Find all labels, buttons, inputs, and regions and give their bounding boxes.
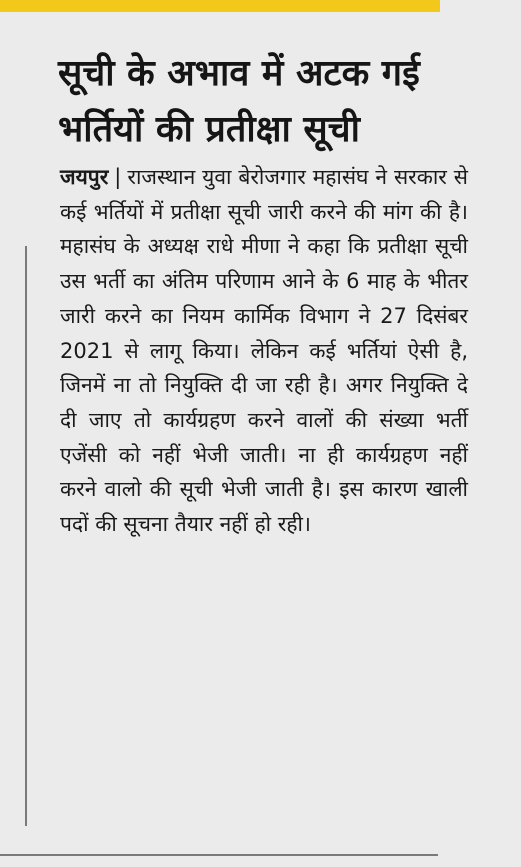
- dateline-separator: |: [114, 165, 122, 189]
- section-accent-bar: [0, 0, 440, 12]
- article-headline: [58, 46, 468, 158]
- dateline: जयपुर: [60, 165, 109, 189]
- column-rule: [25, 246, 27, 826]
- headline-line-2: भर्तियों की प्रतीक्षा सूची: [58, 109, 360, 150]
- body-text: राजस्थान युवा बेरोजगार महासंघ ने सरकार से कई भर्तियों में प्रतीक्षा सूची जारी करने की मांग की है। महासंघ के अध्यक्ष राधे मीणा ने कहा कि प्रतीक्षा सूची उस भर्ती का अंतिम परिणाम आने के 6 माह के भीतर जारी करने का नियम कार्मिक विभाग ने 27 दिसंबर 2021 से लागू किया। लेकिन कई भर्तियां ऐसी है, जिनमें ना तो नियुक्ति दी जा रही है। अगर नियुक्ति दे दी जाए तो कार्यग्रहण करने वालों की संख्या भर्ती एजेंसी को नहीं भेजी जाती। ना ही कार्यग्रहण नहीं करने वालो की सूची भेजी जाती है। इस कारण खाली पदों की सूचना तैयार नहीं हो रही।: [60, 165, 468, 537]
- bottom-rule: [0, 854, 438, 856]
- headline-line-1: सूची के अभाव में अटक गई: [58, 53, 420, 94]
- article-body: [60, 160, 468, 542]
